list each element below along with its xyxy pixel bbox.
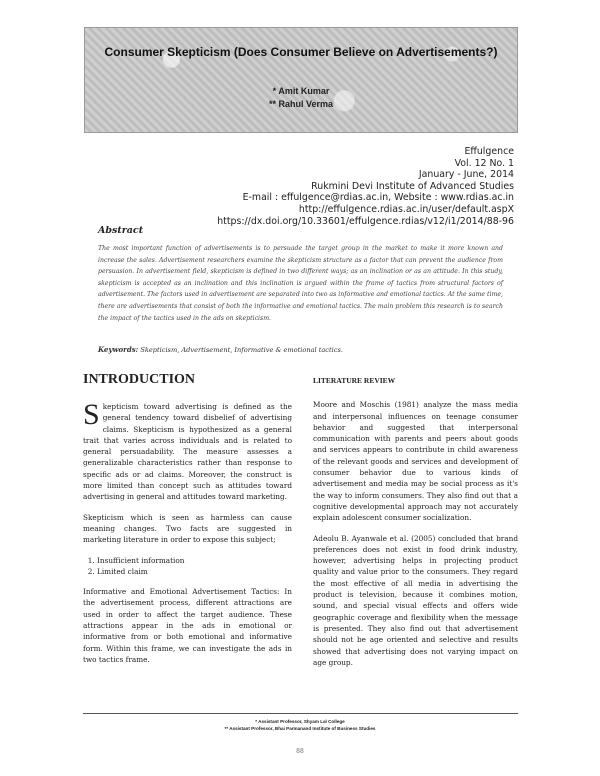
- intro-paragraph-3: Informative and Emotional Advertisement Tactics: In the advertisement process, different attractions are used in order to affect the target audience. These attractions appear in the ads in emotional or informative from or both emotional and informative form. Within this frame, we can investigate the ads in two tactics frame.: [83, 587, 292, 664]
- left-column: [83, 371, 292, 674]
- author-2: ** Rahul Verma: [268, 99, 334, 109]
- footnote-2: ** Assistant Professor, Bhai Parmanand Institute of Business Studies: [224, 726, 376, 731]
- keywords-text: Skepticism, Advertisement, Informative & emotional tactics.: [138, 346, 343, 354]
- journal-info: [154, 146, 514, 227]
- abstract-heading: Abstract: [98, 225, 144, 236]
- intro-list: [83, 555, 292, 578]
- journal-name: Effulgence: [464, 146, 514, 157]
- intro-paragraph-1: Skepticism toward advertising is defined as the general tendency toward disbelief of advertising claims. Skepticism is hypothesized as a general trait that varies across individuals and is related to general persuadability. The measure assesses a generalizable characteristics rather than response to specific ads or ad claims. Moreover, the construct is more limited than concept such as attitudes toward advertising in general and attitudes toward marketing.: [83, 398, 292, 502]
- journal-institute: Rukmini Devi Institute of Advanced Studies: [311, 180, 514, 192]
- journal-volume: Vol. 12 No. 1: [454, 157, 514, 169]
- keywords-label: Keywords:: [98, 345, 139, 354]
- abstract-text: The most important function of advertisements is to persuade the target group in the market to make it more known and increase the sales. Advertisement researchers examine the skepticism structure as a factor that can prevent the audience from persuasion. In advertisement field, skepticism is defined in two different ways; as an inclination or as an attitude. In this study, skepticism is accepted as an inclination and this inclination is argued within the frame of tactics from structural factors of advertisement. The factors used in advertisement are separated into two as informative and emotional tactics. At the same time, there are advertisements that consist of both the informative and emotional tactics. The main problem this research is to search the impact of the tactics used in the ads on skepticism.: [98, 245, 503, 322]
- literature-heading: LITERATURE REVIEW: [313, 376, 396, 385]
- keywords: [98, 345, 503, 354]
- footnotes: [0, 718, 600, 732]
- right-column: [313, 371, 518, 677]
- journal-contact: E-mail : effulgence@rdias.ac.in, Website : www.rdias.ac.in: [242, 192, 514, 204]
- literature-paragraph-1: Moore and Moschis (1981) analyze the mass media and interpersonal influences on teenage consumer behavior and suggested that interpersonal communication with parents and peers about goods and services appears to contribute in child awareness of the relevant goods and services and development of consumer behavior due to various kinds of advertisement and media may be social process as it's the way to inform consumers. They also find out that a cognitive developmental approach may not accurately explain adolescent consumer socialization.: [313, 400, 518, 523]
- title-banner: [84, 27, 518, 133]
- author-1: * Amit Kumar: [272, 86, 330, 96]
- literature-paragraph-2: Adeolu B. Ayanwale et al. (2005) concluded that brand preferences does not exist in food drink industry, however, advertising helps in projecting product quality and value prior to the consumers. They regard the most effective of all media in advertising the product is television, because it combines motion, sound, and special visual effects and offers wide geographic coverage and flexibility when the message is presented. They also find out that advertisement should not be age oriented and selective and results showed that advertising does not varying impact on age group.: [313, 533, 518, 667]
- drop-cap: S: [83, 398, 100, 431]
- introduction-heading: INTRODUCTION: [83, 372, 196, 387]
- paper-title: Consumer Skepticism (Does Consumer Believe on Advertisements?): [104, 45, 498, 59]
- footnote-1: * Assistant Professor, Shyam Lal College: [255, 719, 345, 724]
- intro-paragraph-2: Skepticism which is seen as harmless can cause meaning changes. Two facts are suggested in marketing literature in order to expose this subject;: [83, 512, 292, 545]
- list-item: 2. Limited claim: [97, 566, 292, 577]
- footnote-divider: [83, 713, 518, 714]
- list-item: 1. Insufficient information: [97, 555, 292, 566]
- journal-url[interactable]: http://effulgence.rdias.ac.in/user/default.aspX: [298, 203, 514, 215]
- page-number: 88: [296, 748, 304, 755]
- journal-doi[interactable]: https://dx.doi.org/10.33601/effulgence.rdias/v12/i1/2014/88-96: [217, 215, 514, 227]
- journal-date: January - June, 2014: [418, 169, 514, 181]
